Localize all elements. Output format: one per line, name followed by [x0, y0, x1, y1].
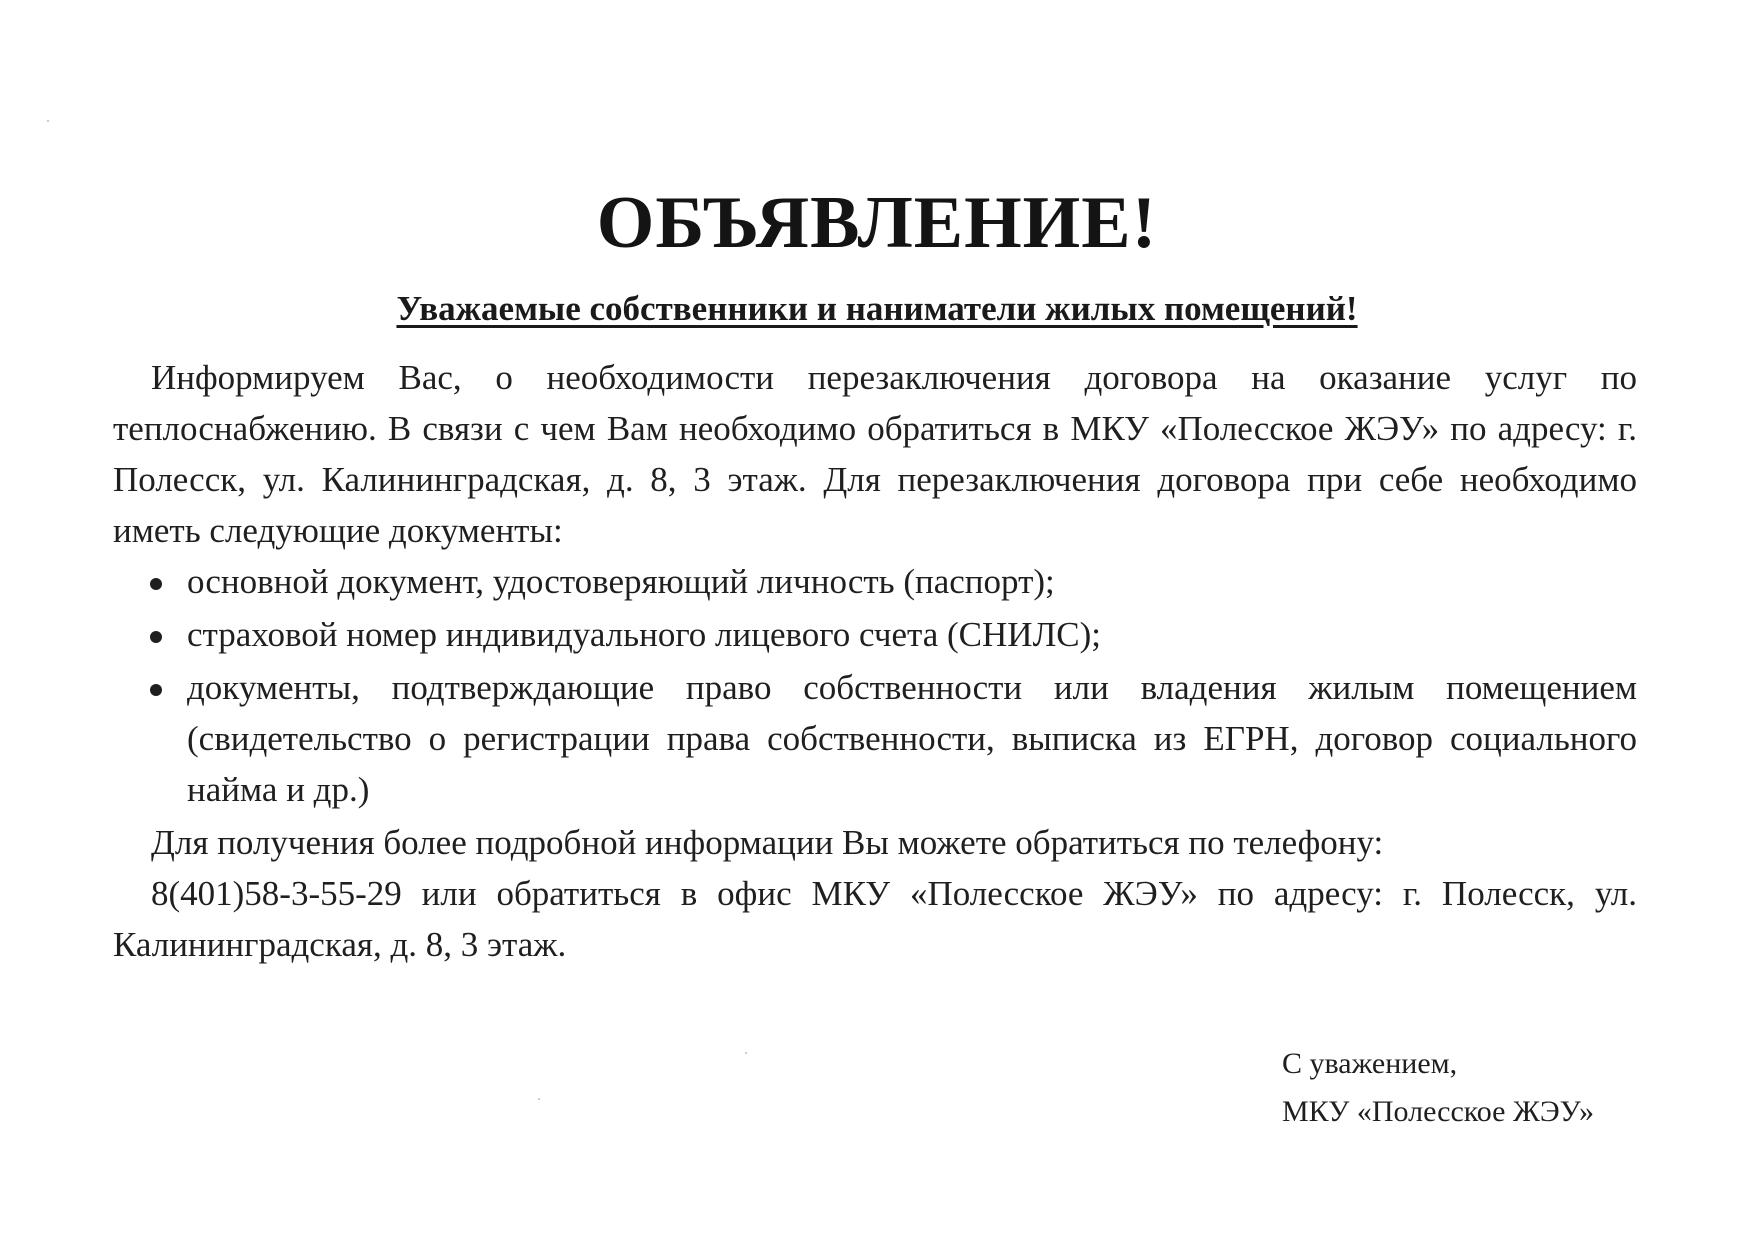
page-subtitle: Уважаемые собственники и наниматели жилых помещений! — [396, 289, 1358, 328]
signature-organization: МКУ «Полесское ЖЭУ» — [1282, 1095, 1595, 1128]
list-item — [187, 662, 1637, 815]
phone-address-paragraph: 8(401)58-3-55-29 или обратиться в офис МКУ «Полесское ЖЭУ» по адресу: г. Полесск, ул. Калининградская, д. 8, 3 этаж. — [113, 874, 1637, 964]
scan-speck — [745, 1052, 747, 1054]
intro-paragraph: Информируем Вас, о необходимости перезаключения договора на оказание услуг по теплоснабжению. В связи с чем Вам необходимо обратиться в МКУ «Полесское ЖЭУ» по адресу: г. Полесск, ул. Калининградская, д. 8, 3 этаж. Для перезаключения договора при себе необходимо иметь следующие документы: — [113, 358, 1637, 550]
bullet-icon — [150, 578, 162, 590]
list-item — [187, 556, 1637, 607]
scan-speck — [47, 120, 49, 122]
page-title: ОБЪЯВЛЕНИЕ! — [596, 182, 1158, 264]
announcement-body — [113, 352, 1637, 970]
signature-block — [1282, 1040, 1594, 1136]
documents-list — [113, 556, 1637, 815]
list-item-text: основной документ, удостоверяющий личность (паспорт); — [187, 562, 1055, 601]
contact-paragraph: Для получения более подробной информации Вы можете обратиться по телефону: — [151, 823, 1384, 862]
bullet-icon — [150, 684, 162, 696]
scan-speck — [538, 1098, 540, 1100]
signature-greeting: С уважением, — [1282, 1047, 1458, 1080]
list-item — [187, 609, 1637, 660]
bullet-icon — [150, 631, 162, 643]
list-item-text: документы, подтверждающие право собственности или владения жилым помещением (свидетельство о регистрации права собственности, выписка из ЕГРН, договор социального найма и др.) — [187, 668, 1637, 809]
list-item-text: страховой номер индивидуального лицевого счета (СНИЛС); — [187, 615, 1102, 654]
